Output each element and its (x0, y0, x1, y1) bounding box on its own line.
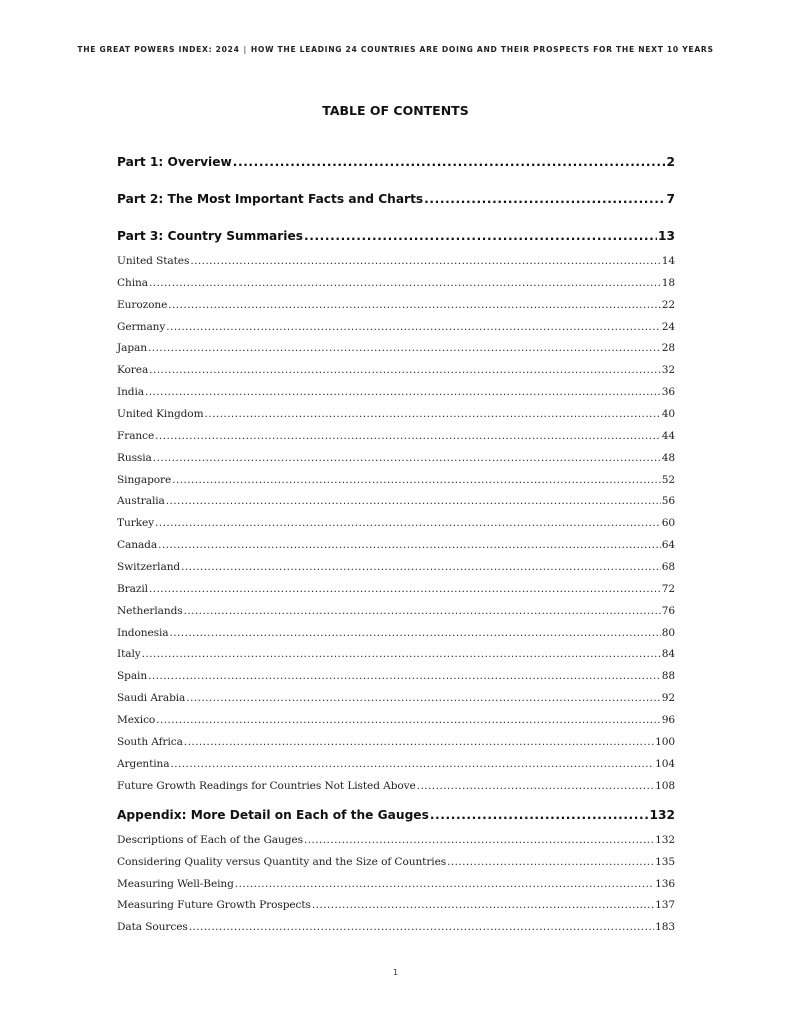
toc-entry-label: Turkey (117, 517, 155, 530)
dot-leader (430, 808, 649, 822)
toc-page-number: 60 (661, 517, 675, 530)
toc-entry[interactable] (117, 299, 675, 311)
toc-entry-label: Canada (117, 539, 158, 552)
toc-entry[interactable] (117, 834, 675, 846)
toc-entry-label: France (117, 429, 155, 442)
toc-entry[interactable] (117, 692, 675, 704)
toc-page-number: 64 (661, 539, 675, 552)
toc-page-number: 96 (661, 714, 675, 727)
toc-page-number: 104 (655, 757, 675, 770)
dot-leader (170, 758, 654, 770)
toc-part-label: Part 1: Overview (117, 155, 232, 169)
toc-entry-label: Korea (117, 364, 149, 377)
toc-entry[interactable] (117, 583, 675, 595)
dot-leader (156, 714, 661, 726)
toc-page-number: 13 (658, 229, 675, 243)
toc-entry[interactable] (117, 670, 675, 682)
toc-entry[interactable] (117, 627, 675, 639)
toc-entry-label: Netherlands (117, 604, 183, 617)
dot-leader (142, 648, 661, 660)
toc-page-number: 80 (661, 626, 675, 639)
toc-page-number: 68 (661, 561, 675, 574)
toc-entry-label: Spain (117, 670, 148, 683)
dot-leader (447, 856, 654, 868)
toc-page-number: 22 (661, 298, 675, 311)
dot-leader (149, 277, 661, 289)
toc-entry-label: Russia (117, 451, 152, 464)
toc-page-number: 100 (655, 735, 675, 748)
dot-leader (417, 780, 654, 792)
toc-page-number: 14 (661, 255, 675, 267)
toc-entry-label: Eurozone (117, 298, 168, 311)
toc-entry-label: United Kingdom (117, 408, 204, 421)
toc-entry-label: Considering Quality versus Quantity and the Size of Countries (117, 855, 447, 868)
toc-entry[interactable] (117, 517, 675, 529)
toc-entry-label: India (117, 386, 144, 399)
toc-part-country-summaries[interactable] (117, 229, 675, 243)
toc-page-number: 137 (655, 899, 675, 912)
dot-leader (189, 921, 654, 933)
dot-leader (184, 605, 661, 617)
dot-leader (149, 364, 661, 376)
toc-entry[interactable] (117, 255, 675, 267)
header-right: HOW THE LEADING 24 COUNTRIES ARE DOING AND THEIR PROSPECTS FOR THE NEXT 10 YEARS (250, 45, 714, 54)
toc-page-number: 44 (661, 429, 675, 442)
dot-leader (153, 452, 661, 464)
toc-page-number: 56 (661, 495, 675, 508)
toc-page-number: 76 (661, 604, 675, 617)
dot-leader (148, 342, 661, 354)
dot-leader (304, 834, 654, 846)
dot-leader (158, 539, 661, 551)
toc-page-number: 88 (661, 670, 675, 683)
toc-entry[interactable] (117, 342, 675, 354)
toc-page-number: 108 (655, 779, 675, 792)
toc-entry-label: Descriptions of Each of the Gauges (117, 834, 303, 846)
page-footer-number: 1 (392, 968, 399, 977)
toc-page-number: 84 (661, 648, 675, 661)
toc-entry[interactable] (117, 277, 675, 289)
toc-page-number: 136 (655, 877, 675, 890)
dot-leader (205, 408, 661, 420)
toc-entry[interactable] (117, 408, 675, 420)
toc-entry-label: Italy (117, 648, 141, 661)
toc-entry[interactable] (117, 899, 675, 911)
toc-entry-label: Data Sources (117, 921, 188, 934)
toc-page-number: 18 (661, 276, 675, 289)
toc-page-number: 132 (655, 834, 675, 846)
toc-part-facts-charts[interactable] (117, 192, 675, 206)
toc-entry[interactable] (117, 539, 675, 551)
toc-part-overview[interactable] (117, 155, 675, 169)
toc-entry-label: Brazil (117, 582, 148, 595)
toc-page-number: 7 (666, 192, 675, 206)
toc-entry-label: Argentina (117, 757, 170, 770)
toc-entry[interactable] (117, 452, 675, 464)
toc-part-label: Part 3: Country Summaries (117, 229, 303, 243)
toc-entry[interactable] (117, 474, 675, 486)
toc-entry-label: Future Growth Readings for Countries Not Listed Above (117, 779, 416, 792)
toc-entry-label: Measuring Future Growth Prospects (117, 899, 311, 912)
dot-leader (149, 583, 661, 595)
toc-entry-label: Indonesia (117, 626, 169, 639)
toc-entry[interactable] (117, 878, 675, 890)
toc-part-label: Part 2: The Most Important Facts and Charts (117, 192, 424, 206)
toc-entry-label: Switzerland (117, 561, 181, 574)
toc-entry-label: Saudi Arabia (117, 692, 186, 705)
toc-entry[interactable] (117, 856, 675, 868)
toc-page-number: 32 (661, 364, 675, 377)
toc-entry-label: South Africa (117, 735, 183, 748)
toc-entry[interactable] (117, 758, 675, 770)
toc-entry-label: Mexico (117, 714, 156, 727)
toc-entry[interactable] (117, 430, 675, 442)
toc-entry-label: Singapore (117, 473, 172, 486)
toc-entry[interactable] (117, 921, 675, 933)
toc-entry-label: China (117, 276, 148, 289)
dot-leader (312, 899, 654, 911)
dot-leader (155, 517, 661, 529)
dot-leader (184, 736, 654, 748)
dot-leader (155, 430, 661, 442)
dot-leader (424, 192, 665, 206)
toc-entry-label: United States (117, 255, 190, 267)
toc-entry-label: Japan (117, 342, 147, 355)
toc-page-number: 40 (661, 408, 675, 421)
toc-entry[interactable] (117, 561, 675, 573)
toc-entry[interactable] (117, 605, 675, 617)
toc-entry[interactable] (117, 321, 675, 333)
toc-entry-label: Measuring Well-Being (117, 877, 234, 890)
dot-leader (233, 155, 666, 169)
dot-leader (168, 299, 660, 311)
toc-part-label: Appendix: More Detail on Each of the Gauges (117, 808, 429, 822)
dot-leader (148, 670, 661, 682)
toc-page-number: 28 (661, 342, 675, 355)
toc-page-number: 24 (661, 320, 675, 333)
toc-page-number: 36 (661, 386, 675, 399)
toc-entry[interactable] (117, 736, 675, 748)
toc-page-number: 2 (666, 155, 675, 169)
toc-page-number: 72 (661, 582, 675, 595)
dot-leader (166, 321, 660, 333)
dot-leader (166, 495, 661, 507)
dot-leader (181, 561, 661, 573)
toc-entry[interactable] (117, 648, 675, 660)
toc-entry[interactable] (117, 780, 675, 792)
dot-leader (235, 878, 654, 890)
toc-page-number: 135 (655, 855, 675, 868)
dot-leader (170, 627, 661, 639)
toc-entry-label: Australia (117, 495, 165, 508)
dot-leader (172, 474, 661, 486)
toc-entry-label: Germany (117, 320, 166, 333)
toc-entry[interactable] (117, 714, 675, 726)
toc-entry[interactable] (117, 364, 675, 376)
dot-leader (145, 386, 661, 398)
toc-page-number: 92 (661, 692, 675, 705)
dot-leader (186, 692, 660, 704)
dot-leader (190, 255, 660, 267)
toc-page-number: 52 (661, 473, 675, 486)
header-left: THE GREAT POWERS INDEX: 2024 (77, 45, 240, 54)
toc-part-appendix[interactable] (117, 808, 675, 822)
toc-entry[interactable] (117, 386, 675, 398)
dot-leader (304, 229, 657, 243)
toc-entry[interactable] (117, 495, 675, 507)
page-title: TABLE OF CONTENTS (322, 103, 469, 118)
header-separator: | (243, 45, 247, 54)
toc-page-number: 48 (661, 451, 675, 464)
toc-page-number: 183 (655, 921, 675, 934)
toc-page-number: 132 (649, 808, 675, 822)
running-header (0, 45, 791, 54)
